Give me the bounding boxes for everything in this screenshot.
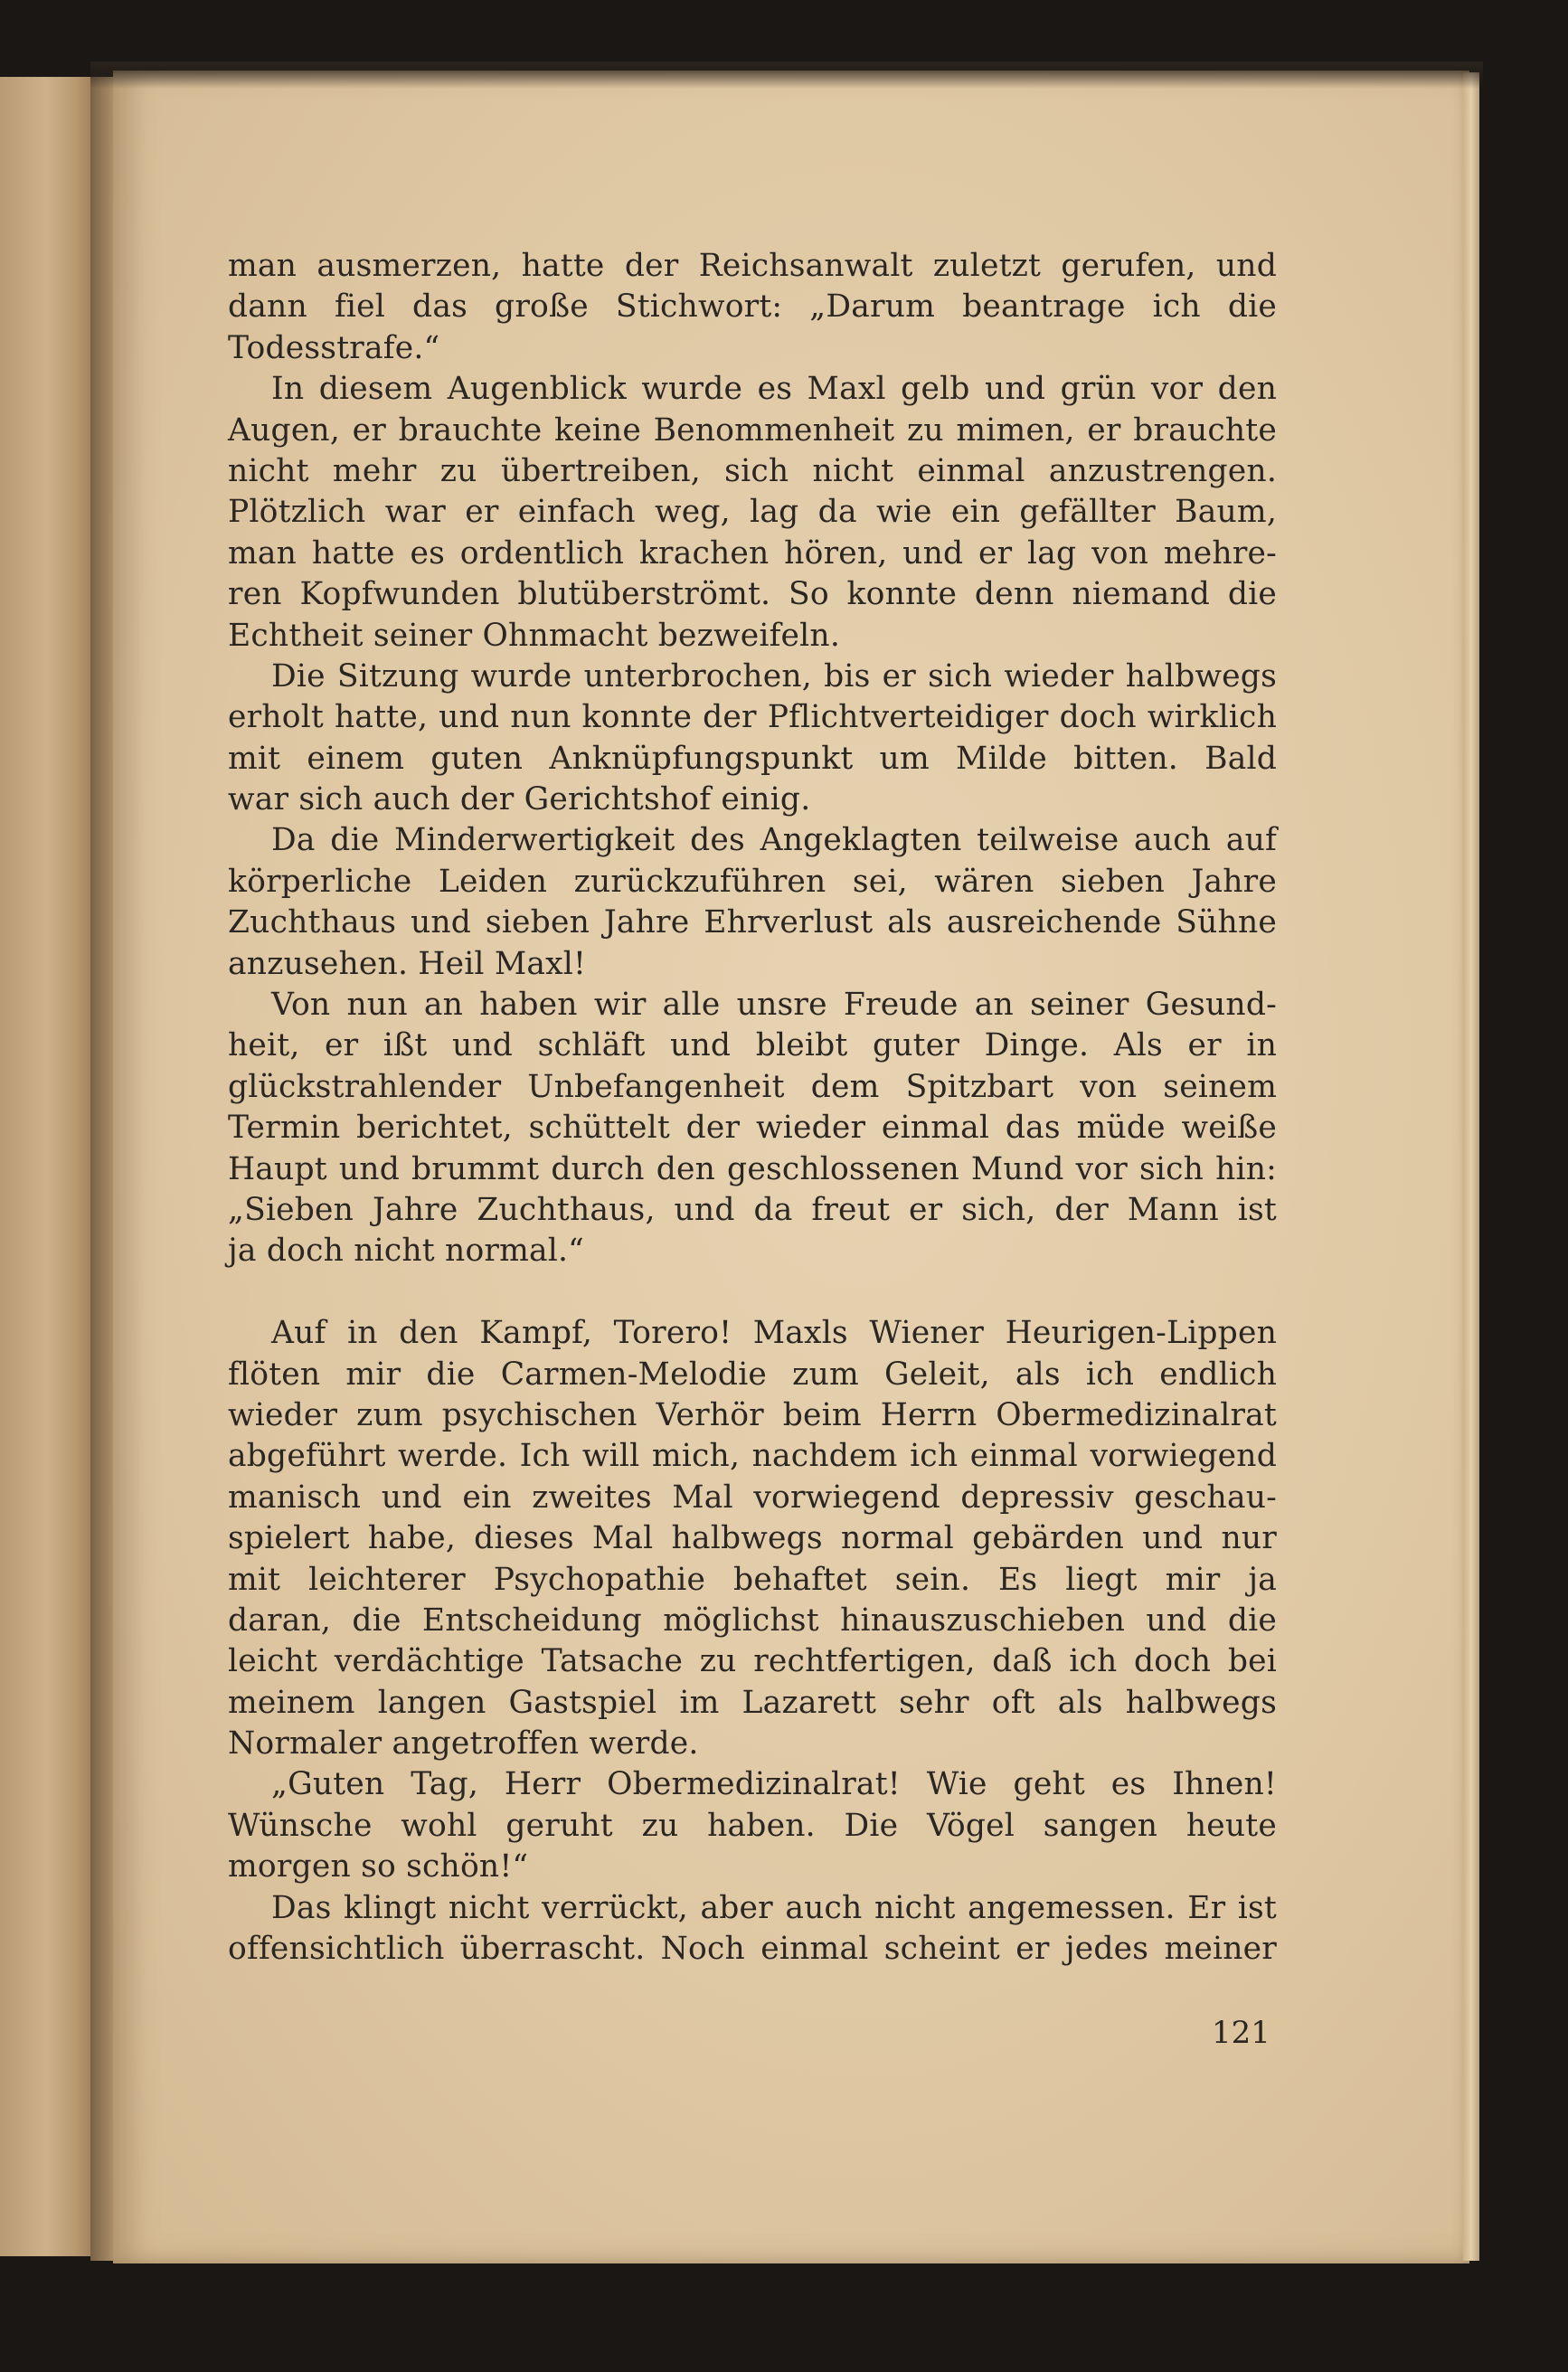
paragraph	[228, 1888, 1277, 1970]
text-line: dann fiel das große Stichwort: „Darum beantrage ich die	[228, 288, 1277, 326]
paragraph	[228, 820, 1277, 985]
text-line: leicht verdächtige Tatsache zu rechtfertigen, daß ich doch bei	[228, 1643, 1277, 1680]
text-line: Das klingt nicht verrückt, aber auch nicht angemessen. Er ist	[271, 1889, 1277, 1926]
text-line: Die Sitzung wurde unterbrochen, bis er sich wieder halbwegs	[271, 657, 1277, 695]
text-line: heit, er ißt und schläft und bleibt guter Dinge. Als er in	[228, 1027, 1277, 1064]
text-line: Auf in den Kampf, Torero! Maxls Wiener Heurigen-Lippen	[271, 1315, 1277, 1352]
page-edge	[1463, 72, 1479, 2261]
text-line: Augen, er brauchte keine Benommenheit zu mimen, er brauchte	[228, 411, 1277, 449]
page-body-text	[228, 246, 1277, 1970]
text-line: manisch und ein zweites Mal vorwiegend depressiv geschau-	[228, 1479, 1277, 1516]
text-line: erholt hatte, und nun konnte der Pflichtverteidiger doch wirklich	[228, 699, 1277, 736]
text-line: war sich auch der Gerichtshof einig.	[228, 781, 811, 818]
text-line: Haupt und brummt durch den geschlossenen Mund vor sich hin:	[228, 1150, 1277, 1187]
text-line: körperliche Leiden zurückzuführen sei, wären sieben Jahre	[228, 863, 1277, 900]
text-line: Plötzlich war er einfach weg, lag da wie ein gefällter Baum,	[228, 494, 1277, 531]
text-line: anzusehen. Heil Maxl!	[228, 945, 587, 982]
paragraph	[228, 1764, 1277, 1887]
text-line: ren Kopfwunden blutüberströmt. So konnte denn niemand die	[228, 576, 1277, 613]
text-line: meinem langen Gastspiel im Lazarett sehr oft als halbwegs	[228, 1684, 1277, 1721]
text-line: man ausmerzen, hatte der Reichsanwalt zuletzt gerufen, und	[228, 248, 1277, 284]
text-line: „Sieben Jahre Zuchthaus, und da freut er sich, der Mann ist	[228, 1191, 1277, 1228]
paragraph	[228, 1313, 1277, 1764]
text-line: flöten mir die Carmen-Melodie zum Geleit, als ich endlich	[228, 1356, 1277, 1393]
paragraph	[228, 246, 1277, 369]
paragraph	[228, 985, 1277, 1272]
text-line: daran, die Entscheidung möglichst hinauszuschieben und die	[228, 1602, 1277, 1639]
text-line: mit leichterer Psychopathie behaftet sein. Es liegt mir ja	[228, 1561, 1277, 1598]
text-line: Normaler angetroffen werde.	[228, 1725, 699, 1762]
text-line: nicht mehr zu übertreiben, sich nicht einmal anzustrengen.	[228, 452, 1277, 489]
facing-page-edge	[0, 77, 101, 2256]
top-shadow	[90, 61, 1483, 89]
text-line: offensichtlich überrascht. Noch einmal scheint er jedes meiner	[228, 1931, 1277, 1968]
text-line: wieder zum psychischen Verhör beim Herrn Obermedizinalrat	[228, 1396, 1277, 1433]
text-line: abgeführt werde. Ich will mich, nachdem ich einmal vorwiegend	[228, 1438, 1277, 1475]
text-line: Termin berichtet, schüttelt der wieder einmal das müde weiße	[228, 1110, 1277, 1147]
text-line: mit einem guten Anknüpfungspunkt um Milde bitten. Bald	[228, 740, 1277, 777]
text-line: spielert habe, dieses Mal halbwegs normal gebärden und nur	[228, 1520, 1277, 1557]
text-line: Wünsche wohl geruht zu haben. Die Vögel sangen heute	[228, 1807, 1277, 1844]
text-line: Todesstrafe.“	[228, 329, 440, 366]
text-line: ja doch nicht normal.“	[228, 1233, 585, 1270]
text-line: morgen so schön!“	[228, 1848, 529, 1885]
paragraph	[228, 657, 1277, 821]
text-line: man hatte es ordentlich krachen hören, und er lag von mehre-	[228, 534, 1277, 572]
text-line: glückstrahlender Unbefangenheit dem Spitzbart von seinem	[228, 1068, 1277, 1105]
text-line: Echtheit seiner Ohnmacht bezweifeln.	[228, 617, 840, 654]
text-line: Zuchthaus und sieben Jahre Ehrverlust als ausreichende Sühne	[228, 904, 1277, 941]
text-line: Da die Minderwertigkeit des Angeklagten teilweise auch auf	[271, 822, 1277, 859]
text-line: Von nun an haben wir alle unsre Freude an seiner Gesund-	[271, 987, 1277, 1024]
text-line: „Guten Tag, Herr Obermedizinalrat! Wie geht es Ihnen!	[271, 1766, 1277, 1803]
page-number: 121	[1212, 2015, 1270, 2051]
section-break	[228, 1272, 1277, 1313]
paragraph	[228, 369, 1277, 657]
text-line: In diesem Augenblick wurde es Maxl gelb und grün vor den	[271, 371, 1277, 408]
